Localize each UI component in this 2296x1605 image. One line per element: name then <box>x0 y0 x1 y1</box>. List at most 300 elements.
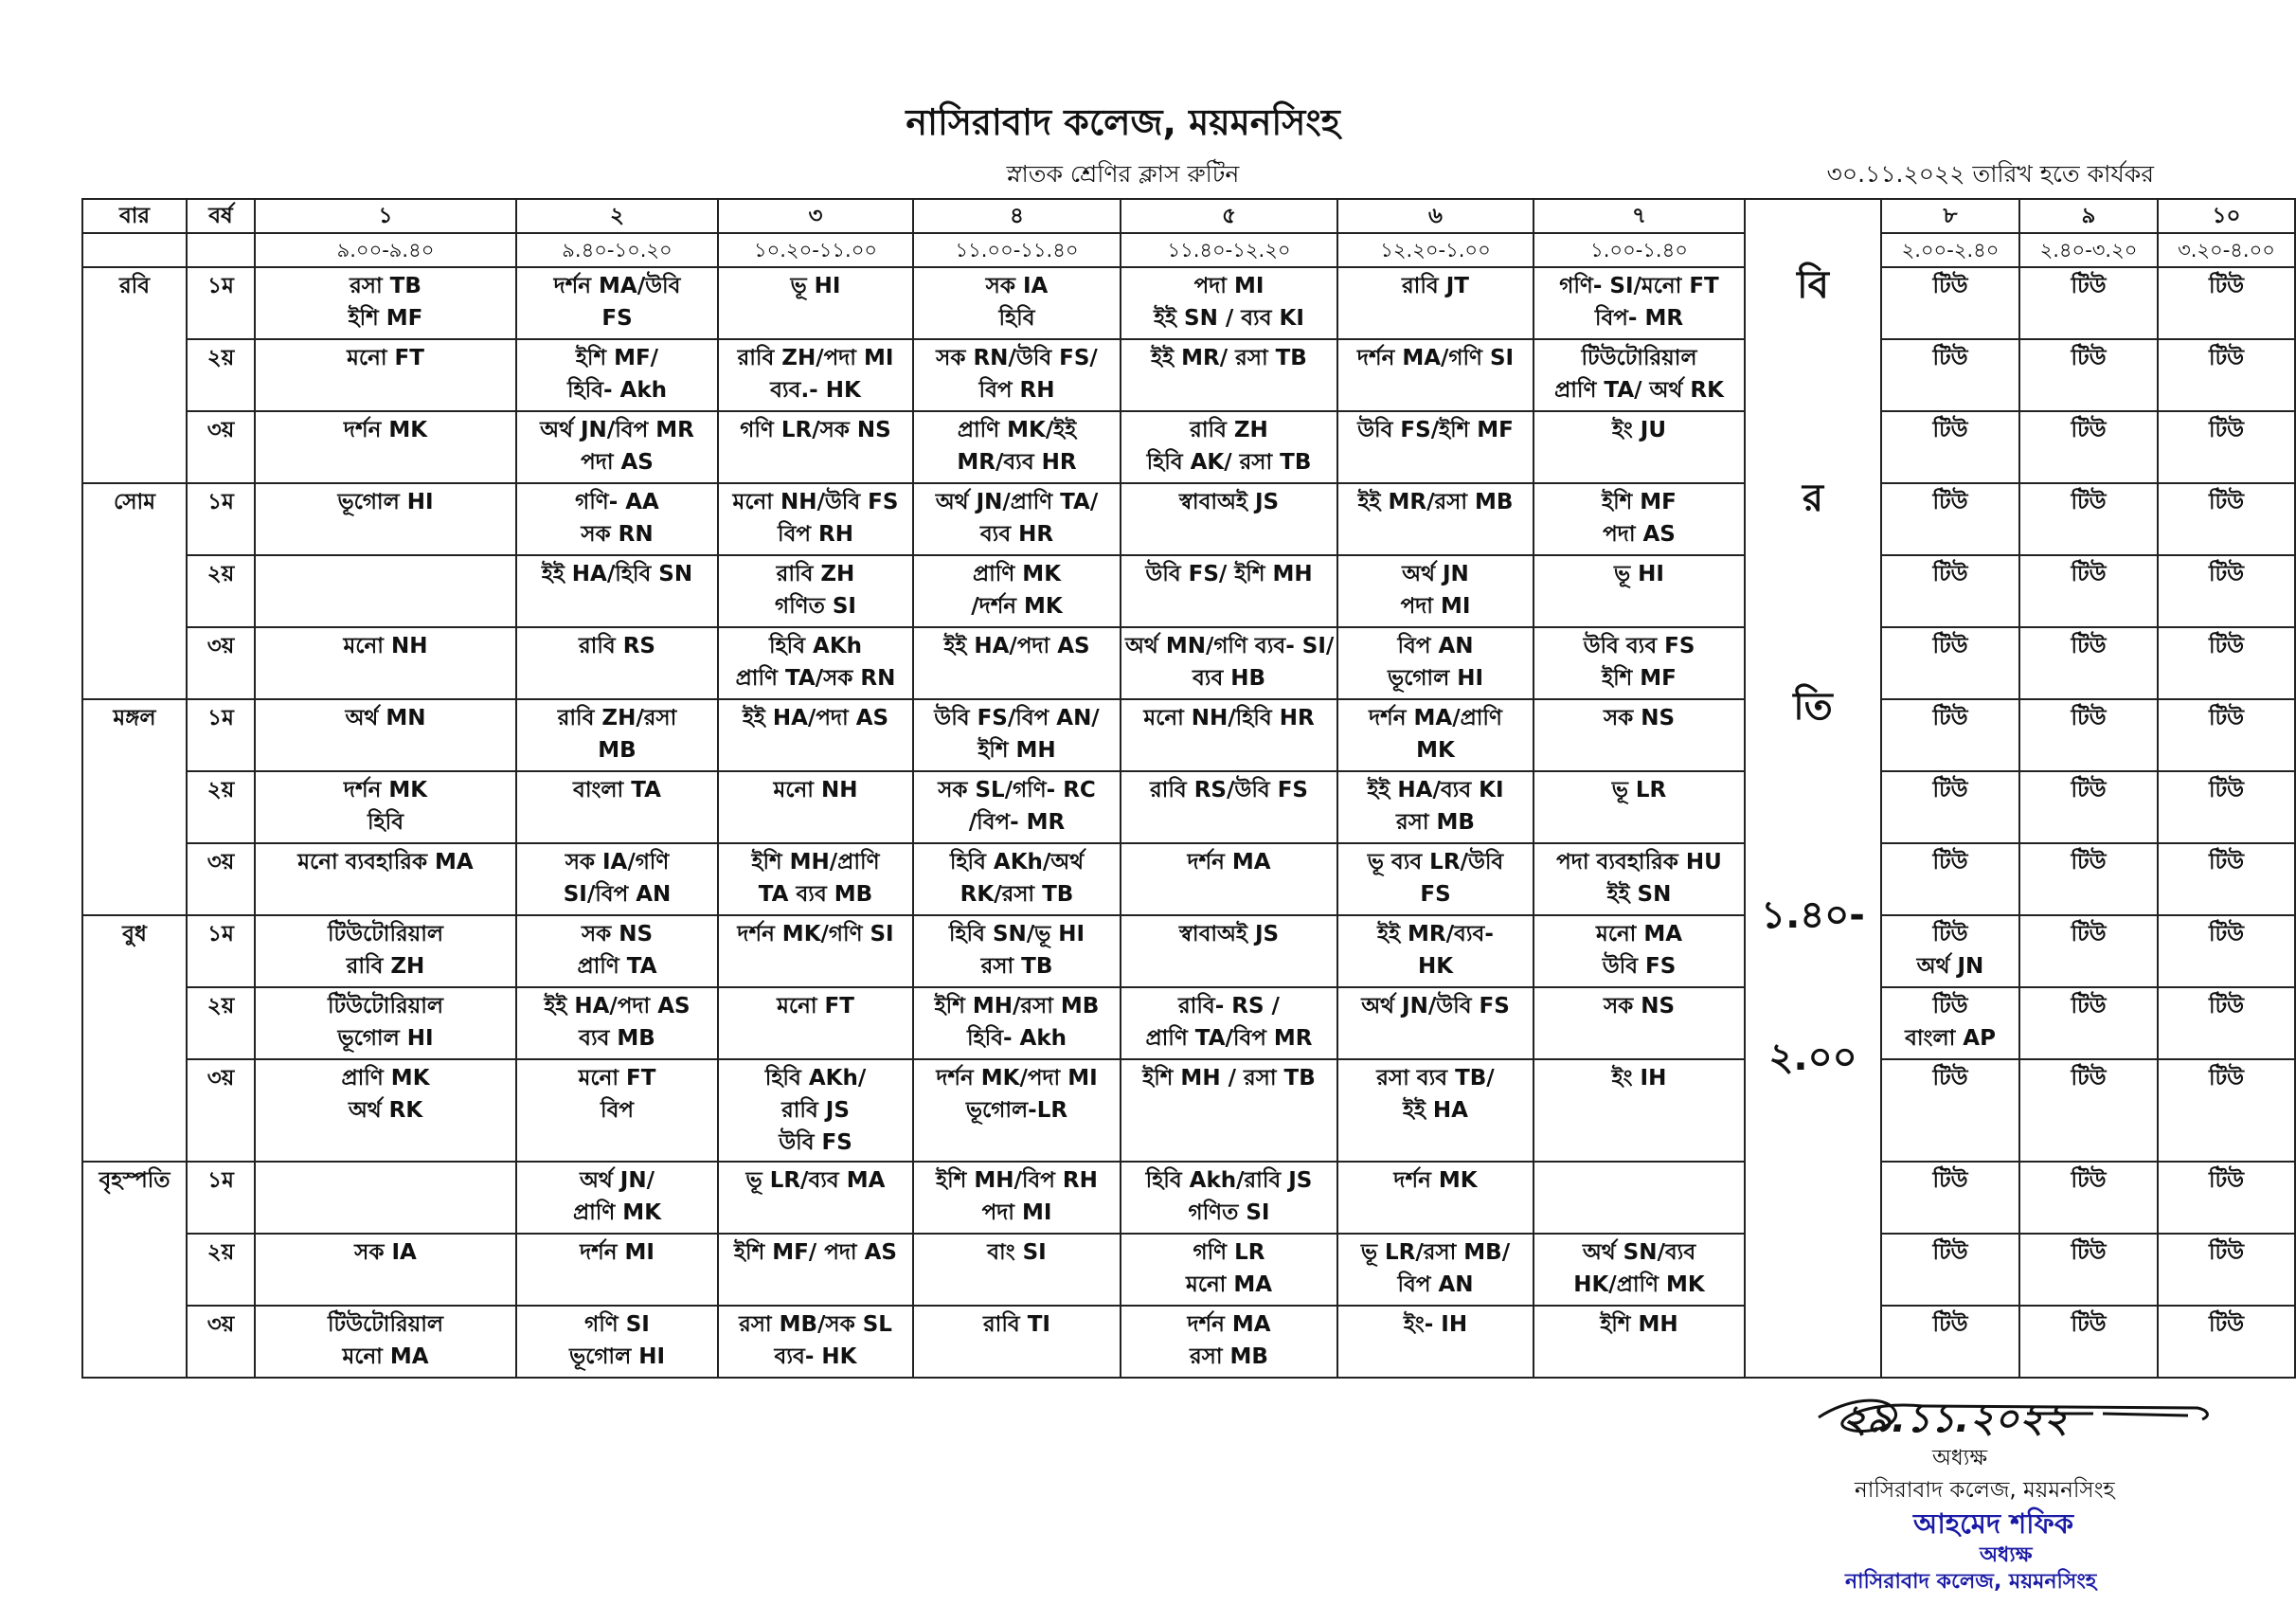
class-cell <box>718 483 913 555</box>
tutorial-cell <box>1881 267 2019 339</box>
class-cell <box>718 267 913 339</box>
cell-line: প্রাণি TA/ অর্থ RK <box>1554 378 1724 403</box>
cell-line: রাবি ZH <box>1190 418 1268 442</box>
year-label: ১ম <box>187 483 255 555</box>
class-cell <box>718 555 913 627</box>
cell-line: হিবি <box>367 810 404 835</box>
cell-line: অর্থ JN/উবি FS <box>1361 994 1510 1019</box>
tutorial-cell <box>2158 987 2295 1059</box>
class-cell <box>718 843 913 915</box>
break-text: তি <box>1793 685 1833 729</box>
class-cell <box>255 771 516 843</box>
cell-line: বিপ RH <box>978 378 1055 403</box>
class-cell <box>1337 699 1534 771</box>
class-cell <box>1337 411 1534 483</box>
cell-line: উবি FS <box>1602 954 1677 979</box>
tutorial-cell <box>2158 627 2295 699</box>
cell-line: রসা ব্যব TB/ <box>1376 1066 1495 1091</box>
principal-designation: অধ্যক্ষ <box>1932 1446 1988 1470</box>
cell-line: প্রাণি MK/ইই <box>957 418 1077 442</box>
class-cell <box>255 555 516 627</box>
cell-line: বাংলা AP <box>1905 1026 1996 1051</box>
cell-line: ব্যব.- HK <box>770 378 861 403</box>
day-name: মঙ্গল <box>82 699 187 915</box>
class-cell <box>1534 1162 1745 1234</box>
time-slot: ৯.০০-৯.৪০ <box>255 233 516 267</box>
cell-line: টিউ <box>2071 922 2107 947</box>
effective-date: ৩০.১১.২০২২ তারিখ হতে কার্যকর <box>1826 160 2154 188</box>
cell-line: ইশি MH/রসা MB <box>934 994 1100 1019</box>
class-cell <box>718 987 913 1059</box>
class-cell <box>1337 555 1534 627</box>
cell-line: ইই MR/রসা MB <box>1357 490 1514 514</box>
tutorial-cell <box>2158 699 2295 771</box>
time-slot: ১১.০০-১১.৪০ <box>913 233 1121 267</box>
class-cell <box>1121 1234 1337 1306</box>
routine-table <box>81 198 2296 1379</box>
cell-line: হিবি <box>998 306 1035 331</box>
tutorial-cell <box>2019 339 2158 411</box>
class-cell <box>1121 699 1337 771</box>
class-cell <box>1121 1162 1337 1234</box>
tutorial-cell <box>1881 1059 2019 1162</box>
day-name: সোম <box>82 483 187 699</box>
class-cell <box>516 699 718 771</box>
class-cell <box>913 411 1121 483</box>
cell-line: প্রাণি TA/বিপ MR <box>1145 1026 1313 1051</box>
class-cell <box>516 339 718 411</box>
signature-date: ২৯.১১.২০২২ <box>1842 1398 2069 1441</box>
class-cell <box>1534 627 1745 699</box>
time-slot: ৯.৪০-১০.২০ <box>516 233 718 267</box>
day-name: বৃহস্পতি <box>82 1162 187 1378</box>
class-cell <box>255 1059 516 1162</box>
class-cell <box>516 555 718 627</box>
cell-line: ইই HA/ব্যব KI <box>1367 778 1504 802</box>
cell-line: রাবি ZH/পদা MI <box>737 346 894 370</box>
tutorial-cell <box>2158 267 2295 339</box>
cell-line: অর্থ MN <box>345 706 426 730</box>
class-cell <box>255 1306 516 1378</box>
cell-line: ভূ LR/ব্যব MA <box>745 1168 886 1193</box>
class-cell <box>516 843 718 915</box>
cell-line: রসা TB <box>350 274 422 298</box>
page-title: নাসিরাবাদ কলেজ, ময়মনসিংহ <box>906 101 1340 143</box>
cell-line: উবি ব্যব FS <box>1583 634 1695 658</box>
header-period: ৭ <box>1534 199 1745 233</box>
time-empty <box>82 233 187 267</box>
cell-line: ইই SN <box>1606 882 1672 907</box>
tutorial-cell <box>1881 1306 2019 1378</box>
cell-line: সক IA/গণি <box>565 850 670 875</box>
cell-line: টিউ <box>2071 706 2107 730</box>
break-text: ২.০০ <box>1768 1036 1857 1079</box>
tutorial-cell <box>2158 483 2295 555</box>
cell-line: টিউ <box>1932 1312 1968 1337</box>
tutorial-cell <box>1881 483 2019 555</box>
tutorial-cell <box>2019 987 2158 1059</box>
class-cell <box>255 267 516 339</box>
cell-line: রসা MB <box>1190 1344 1268 1369</box>
day-name: বুধ <box>82 915 187 1162</box>
class-cell <box>516 1162 718 1234</box>
class-cell <box>1534 411 1745 483</box>
class-cell <box>1121 555 1337 627</box>
cell-line: গণিত SI <box>775 594 856 619</box>
cell-line: মনো NH <box>343 634 428 658</box>
cell-line: পদা AS <box>581 450 654 475</box>
cell-line: দর্শন MK <box>343 418 428 442</box>
tutorial-cell <box>2158 1306 2295 1378</box>
cell-line: রসা MB/সক SL <box>739 1312 892 1337</box>
class-cell <box>255 915 516 987</box>
class-cell <box>255 699 516 771</box>
header-year: বর্ষ <box>187 199 255 233</box>
cell-line: টিউ <box>2071 1312 2107 1337</box>
cell-line: রাবি ZH/রসা <box>557 706 677 730</box>
page-subtitle: স্নাতক শ্রেণির ক্লাস রুটিন <box>1006 160 1240 188</box>
cell-line: ইশি MH <box>978 738 1056 763</box>
break-column <box>1745 199 1881 1378</box>
class-cell <box>913 483 1121 555</box>
tutorial-cell <box>2019 267 2158 339</box>
cell-line: মনো FT <box>347 346 424 370</box>
cell-line: টিউ <box>2208 1312 2245 1337</box>
class-cell <box>913 267 1121 339</box>
class-cell <box>913 555 1121 627</box>
cell-line: স্বাবাঅই JS <box>1178 922 1280 947</box>
tutorial-cell <box>1881 555 2019 627</box>
class-cell <box>1337 267 1534 339</box>
cell-line: টিউ <box>2208 418 2245 442</box>
cell-line: টিউটোরিয়াল <box>327 1312 444 1337</box>
cell-line: দর্শন MK <box>1393 1168 1478 1193</box>
class-cell <box>718 627 913 699</box>
tutorial-cell <box>2158 843 2295 915</box>
header-period: ৯ <box>2019 199 2158 233</box>
cell-line: সক RN/উবি FS/ <box>936 346 1098 370</box>
cell-line: ইশি MF <box>1602 666 1677 691</box>
cell-line: টিউ <box>2208 778 2245 802</box>
class-cell <box>913 339 1121 411</box>
cell-line: টিউ <box>1932 922 1968 947</box>
cell-line: ইশি MF <box>1602 490 1677 514</box>
cell-line: মনো MA <box>342 1344 429 1369</box>
cell-line: হিবি SN/ভূ HI <box>948 922 1085 947</box>
cell-line: টিউ <box>1932 1168 1968 1193</box>
cell-line: টিউটোরিয়াল <box>327 994 444 1019</box>
tutorial-cell <box>2019 627 2158 699</box>
cell-line: মনো FT <box>578 1066 656 1091</box>
cell-line: উবি FS/ ইশি MH <box>1145 562 1313 586</box>
cell-line: সক IA <box>354 1240 417 1265</box>
class-cell <box>913 1059 1121 1162</box>
class-cell <box>255 1234 516 1306</box>
cell-line: হিবি- Akh <box>966 1026 1067 1051</box>
tutorial-cell <box>2019 1306 2158 1378</box>
year-label: ১ম <box>187 1162 255 1234</box>
cell-line: টিউ <box>2071 778 2107 802</box>
tutorial-cell <box>2019 699 2158 771</box>
cell-line: বাংলা TA <box>573 778 661 802</box>
break-text: বি <box>1797 263 1829 307</box>
cell-line: অর্থ JN/ <box>579 1168 655 1193</box>
cell-line: মনো NH <box>773 778 858 802</box>
cell-line: টিউ <box>2071 1066 2107 1091</box>
tutorial-cell <box>2158 915 2295 987</box>
class-cell <box>913 1234 1121 1306</box>
cell-line: অর্থ RK <box>348 1098 423 1123</box>
cell-line: HK <box>1417 954 1454 979</box>
cell-line: FS <box>1420 882 1451 907</box>
time-slot: ১০.২০-১১.০০ <box>718 233 913 267</box>
class-cell <box>1337 483 1534 555</box>
cell-line: রাবি ZH <box>346 954 425 979</box>
tutorial-cell <box>2158 555 2295 627</box>
time-empty <box>187 233 255 267</box>
cell-line: প্রাণি MK <box>972 562 1062 586</box>
cell-line: টিউ <box>2071 490 2107 514</box>
cell-line: টিউ <box>2208 1240 2245 1265</box>
cell-line: দর্শন MK/পদা MI <box>936 1066 1098 1091</box>
class-cell <box>718 339 913 411</box>
cell-line: দর্শন MA/প্রাণি <box>1369 706 1502 730</box>
tutorial-cell <box>1881 699 2019 771</box>
cell-line: টিউ <box>2071 274 2107 298</box>
cell-line: ইং JU <box>1611 418 1667 442</box>
class-cell <box>1534 1234 1745 1306</box>
cell-line: অর্থ JN <box>1916 954 1984 979</box>
header-day: বার <box>82 199 187 233</box>
cell-line: পদা ব্যবহারিক HU <box>1556 850 1722 875</box>
cell-line: সক RN <box>581 522 654 547</box>
year-label: ৩য় <box>187 627 255 699</box>
year-label: ৩য় <box>187 1306 255 1378</box>
cell-line: ইই HA/হিবি SN <box>541 562 693 586</box>
cell-line: সক IA <box>985 274 1049 298</box>
cell-line: ভূগোল HI <box>568 1344 666 1369</box>
class-cell <box>913 771 1121 843</box>
cell-line: টিউ <box>2071 1168 2107 1193</box>
header-period: ৬ <box>1337 199 1534 233</box>
header-period: ৪ <box>913 199 1121 233</box>
class-cell <box>1337 1059 1534 1162</box>
cell-line: SI/বিপ AN <box>563 882 672 907</box>
cell-line: ইই HA <box>1403 1098 1468 1123</box>
cell-line: রাবি- RS / <box>1178 994 1280 1019</box>
cell-line: অর্থ JN/বিপ MR <box>540 418 694 442</box>
cell-line: দর্শন MA/গণি SI <box>1356 346 1515 370</box>
cell-line: টিউ <box>1932 778 1968 802</box>
class-cell <box>516 987 718 1059</box>
cell-line: টিউ <box>1932 346 1968 370</box>
cell-line: টিউ <box>1932 490 1968 514</box>
class-cell <box>1337 771 1534 843</box>
cell-line: টিউ <box>2071 634 2107 658</box>
class-cell <box>255 987 516 1059</box>
cell-line: হিবি AKh <box>768 634 863 658</box>
cell-line: ইশি MH/বিপ RH <box>936 1168 1098 1193</box>
cell-line: সক NS <box>581 922 654 947</box>
cell-line: সক SL/গণি- RC <box>938 778 1096 802</box>
cell-line: বিপ AN <box>1397 634 1474 658</box>
class-cell <box>913 843 1121 915</box>
class-cell <box>1121 483 1337 555</box>
cell-line: টিউ <box>2071 1240 2107 1265</box>
header-period: ৩ <box>718 199 913 233</box>
tutorial-cell <box>1881 915 2019 987</box>
cell-line: ইশি MH <box>1600 1312 1678 1337</box>
cell-line: রাবি TI <box>983 1312 1050 1337</box>
header-period: ১০ <box>2158 199 2295 233</box>
cell-line: অর্থ JN <box>1402 562 1469 586</box>
class-cell <box>718 1306 913 1378</box>
cell-line: রাবি RS <box>579 634 655 658</box>
cell-line: টিউ <box>2208 346 2245 370</box>
cell-line: মনো MA <box>1595 922 1683 947</box>
cell-line: টিউ <box>1932 706 1968 730</box>
tutorial-cell <box>1881 1162 2019 1234</box>
cell-line: পদা MI <box>1400 594 1471 619</box>
cell-line: বিপ <box>601 1098 634 1123</box>
cell-line: ইশি MH/প্রাণি <box>751 850 880 875</box>
class-cell <box>913 627 1121 699</box>
cell-line: টিউ <box>1932 1066 1968 1091</box>
class-cell <box>516 915 718 987</box>
class-cell <box>1121 771 1337 843</box>
cell-line: ভূগোল HI <box>1387 666 1484 691</box>
cell-line: টিউ <box>1932 994 1968 1019</box>
year-label: ২য় <box>187 771 255 843</box>
class-cell <box>1534 483 1745 555</box>
time-slot: ২.৪০-৩.২০ <box>2019 233 2158 267</box>
cell-line: স্বাবাঅই JS <box>1178 490 1280 514</box>
tutorial-cell <box>1881 843 2019 915</box>
tutorial-cell <box>2019 555 2158 627</box>
class-cell <box>255 1162 516 1234</box>
class-cell <box>255 411 516 483</box>
cell-line: হিবি- Akh <box>566 378 668 403</box>
cell-line: উবি FS <box>779 1130 852 1155</box>
cell-line: ইই SN / ব্যব KI <box>1154 306 1304 331</box>
cell-line: ব্যব HB <box>1192 666 1266 691</box>
cell-line: /বিপ- MR <box>968 810 1066 835</box>
tutorial-cell <box>2019 483 2158 555</box>
cell-line: গণি LR <box>1193 1240 1265 1265</box>
tutorial-cell <box>1881 771 2019 843</box>
cell-line: টিউ <box>2071 346 2107 370</box>
year-label: ২য় <box>187 339 255 411</box>
header-period: ৫ <box>1121 199 1337 233</box>
cell-line: ইই HA/পদা AS <box>742 706 889 730</box>
class-cell <box>1534 987 1745 1059</box>
cell-line: FS <box>601 306 633 331</box>
cell-line: রসা TB <box>980 954 1053 979</box>
cell-line: ইং- IH <box>1403 1312 1468 1337</box>
class-cell <box>913 987 1121 1059</box>
tutorial-cell <box>1881 1234 2019 1306</box>
class-cell <box>255 483 516 555</box>
cell-line: টিউ <box>2208 634 2245 658</box>
cell-line: অর্থ JN/প্রাণি TA/ <box>935 490 1099 514</box>
class-cell <box>1337 1234 1534 1306</box>
tutorial-cell <box>2158 1059 2295 1162</box>
tutorial-cell <box>2019 843 2158 915</box>
cell-line: ভূ LR/রসা MB/ <box>1360 1240 1511 1265</box>
cell-line: টিউ <box>2208 994 2245 1019</box>
stamp-college: নাসিরাবাদ কলেজ, ময়মনসিংহ <box>1845 1570 2097 1594</box>
time-slot: ২.০০-২.৪০ <box>1881 233 2019 267</box>
stamp-designation: অধ্যক্ষ <box>1980 1543 2033 1567</box>
class-cell <box>913 915 1121 987</box>
cell-line: RK/রসা TB <box>960 882 1074 907</box>
time-slot: ১১.৪০-১২.২০ <box>1121 233 1337 267</box>
time-slot: ১.০০-১.৪০ <box>1534 233 1745 267</box>
tutorial-cell <box>2158 771 2295 843</box>
year-label: ১ম <box>187 267 255 339</box>
tutorial-cell <box>2019 1234 2158 1306</box>
tutorial-cell <box>2019 1162 2158 1234</box>
cell-line: মনো ব্যবহারিক MA <box>297 850 474 875</box>
class-cell <box>1121 267 1337 339</box>
cell-line: রসা MB <box>1396 810 1475 835</box>
cell-line: /দর্শন MK <box>971 594 1063 619</box>
tutorial-cell <box>2019 771 2158 843</box>
cell-line: টিউ <box>2208 1066 2245 1091</box>
cell-line: দর্শন MA/উবি <box>553 274 681 298</box>
cell-line: টিউ <box>2071 994 2107 1019</box>
cell-line: ভূ LR <box>1611 778 1667 802</box>
tutorial-cell <box>2158 1234 2295 1306</box>
class-cell <box>255 843 516 915</box>
cell-line: ইশি MF <box>348 306 423 331</box>
cell-line: MB <box>598 738 637 763</box>
class-cell <box>516 1306 718 1378</box>
cell-line: পদা AS <box>1603 522 1676 547</box>
tutorial-cell <box>1881 339 2019 411</box>
class-cell <box>1337 987 1534 1059</box>
class-cell <box>1534 915 1745 987</box>
class-cell <box>718 411 913 483</box>
class-cell <box>913 1306 1121 1378</box>
break-text: ১.৪০- <box>1761 893 1865 937</box>
stamp-name: আহমেদ শফিক <box>1913 1507 2074 1540</box>
tutorial-cell <box>2158 339 2295 411</box>
class-cell <box>1337 843 1534 915</box>
cell-line: HK/প্রাণি MK <box>1573 1272 1705 1297</box>
year-label: ৩য় <box>187 1059 255 1162</box>
cell-line: প্রাণি MK <box>341 1066 430 1091</box>
cell-line: TA ব্যব MB <box>758 882 873 907</box>
header-period: ১ <box>255 199 516 233</box>
cell-line: দর্শন MI <box>580 1240 655 1265</box>
cell-line: মনো NH/হিবি HR <box>1143 706 1315 730</box>
tutorial-cell <box>2158 411 2295 483</box>
cell-line: প্রাণি MK <box>572 1200 662 1225</box>
cell-line: গণি- AA <box>575 490 659 514</box>
cell-line: বিপ RH <box>778 522 853 547</box>
cell-line: বিপ AN <box>1397 1272 1474 1297</box>
class-cell <box>1337 627 1534 699</box>
cell-line: টিউ <box>2208 490 2245 514</box>
class-cell <box>1121 339 1337 411</box>
cell-line: ভূগোল-LR <box>965 1098 1068 1123</box>
cell-line: ভূ HI <box>790 274 841 298</box>
cell-line: ব্যব MB <box>579 1026 655 1051</box>
cell-line: ভূগোল HI <box>337 490 434 514</box>
class-cell <box>718 1162 913 1234</box>
cell-line: হিবি AK/ রসা TB <box>1146 450 1312 475</box>
